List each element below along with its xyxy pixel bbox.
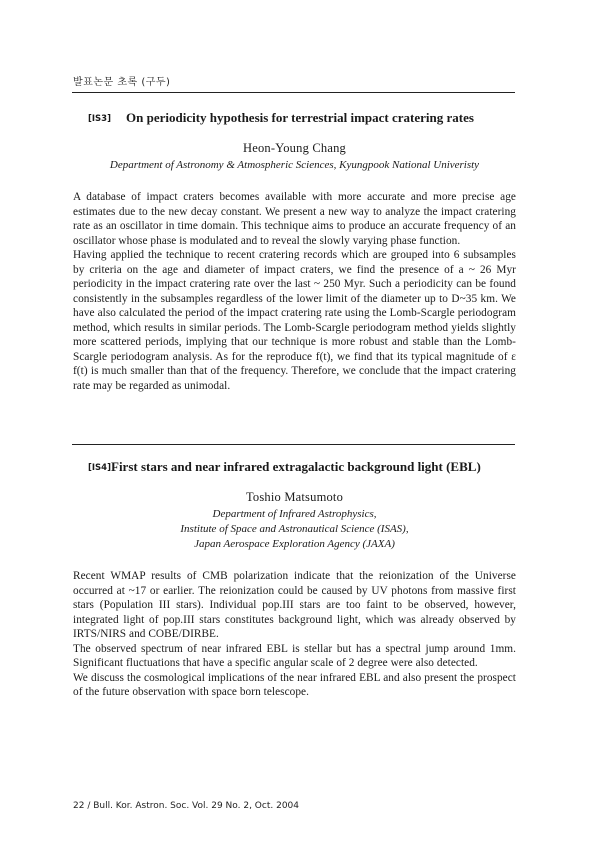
abstract-title-row [73, 459, 516, 481]
header-rule [72, 92, 515, 93]
abstract-body [73, 190, 516, 393]
affiliation-line: Department of Infrared Astrophysics, [212, 508, 377, 520]
affiliation-line: Institute of Space and Astronautical Science (ISAS), [180, 523, 409, 535]
abstract-paragraph: The observed spectrum of near infrared EBL is stellar but has a spectral jump around 1mm. Significant fluctuations that have a specific angular scale of 2 degree were also detected. [73, 642, 516, 669]
author-name: Toshio Matsumoto [245, 490, 344, 504]
affiliation-line: Department of Astronomy & Atmospheric Sciences, Kyungpook National Univeristy [109, 159, 480, 171]
abstract-is4 [73, 459, 516, 700]
abstract-paragraph: We discuss the cosmological implications of the near infrared EBL and also present the prospect of the future observation with space born telescope. [73, 671, 516, 698]
author-name: Heon-Young Chang [243, 141, 346, 155]
abstract-title-row [73, 110, 516, 132]
abstract-body [73, 569, 516, 700]
abstract-paragraph: A database of impact craters becomes available with more accurate and more precise age estimates due to the new decay constant. We present a new way to analyze the impact cratering rate as an oscillator in time domain. This technique aims to produce an accurate frequency of an oscillator whose phase is modulated and to reveal the slowly varying phase function. [73, 191, 516, 247]
abstract-title: First stars and near infrared extragalactic background light (EBL) [111, 459, 481, 474]
abstract-code: [IS3] [88, 114, 111, 124]
page-footer-citation: 22 / Bull. Kor. Astron. Soc. Vol. 29 No. 2, Oct. 2004 [73, 801, 299, 811]
abstract-title: On periodicity hypothesis for terrestrial impact cratering rates [126, 110, 474, 125]
section-separator [72, 444, 515, 445]
affiliation-line: Japan Aerospace Exploration Agency (JAXA) [194, 538, 395, 550]
abstract-is3 [73, 110, 516, 393]
abstract-paragraph: Recent WMAP results of CMB polarization indicate that the reionization of the Universe occurred at ~17 or earlier. The reionization could be caused by UV photons from massive first stars (Population III stars). Individual pop.III stars are too faint to be observed, however, integrated light of pop.III stars constitutes background light, which was already observed by IRTS/NIRS and COBE/DIRBE. [73, 570, 516, 640]
abstract-code: [IS4] [88, 463, 111, 473]
abstract-paragraph: Having applied the technique to recent cratering records which are grouped into 6 subsamples by criteria on the age and diameter of impact craters, we find the presence of a ~ 26 Myr periodicity in the impact cratering rate over the last ~ 250 Myr. Such a periodicity can be found consistently in the subsamples regardless of the lower limit of the diameter up to D~35 km. We have also calculated the period of the impact cratering rate using the Lomb-Scargle periodogram method, which results in similar periods. The Lomb-Scargle periodogram method yields slightly more scattered periods, implying that our technique is more robust and stable than the Lomb-Scargle periodogram analysis. As for the reproduce f(t), we find that its typical magnitude of ε f(t) is much smaller than that of the frequency. Therefore, we conclude that the impact cratering rate may be regarded as unimodal. [73, 249, 516, 392]
running-header: 발표논문 초록 (구두) [73, 77, 171, 88]
